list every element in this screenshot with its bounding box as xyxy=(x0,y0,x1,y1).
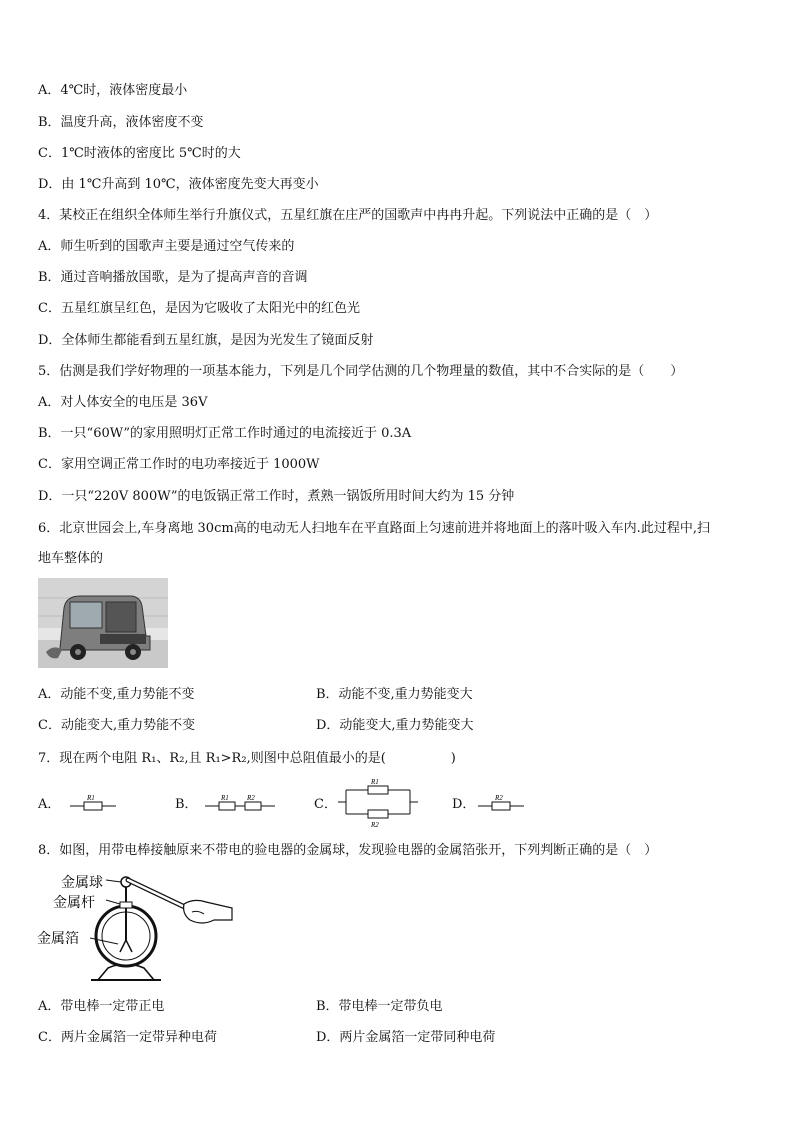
q6-stem-line2: 地车整体的 xyxy=(38,551,104,566)
q5-option-d: D．一只“220V 800W”的电饭锅正常工作时，煮熟一锅饭所用时间大约为 15 分钟 xyxy=(38,489,515,504)
q7-d-label-r2: R2 xyxy=(495,794,503,802)
q5-stem: 5．估测是我们学好物理的一项基本能力，下列是几个同学估测的几个物理量的数值，其中不合实际的是（ ） xyxy=(38,364,684,379)
q8-option-a: A．带电棒一定带正电 xyxy=(38,999,165,1014)
label-metal-rod: 金属杆 xyxy=(53,895,95,911)
q7-b-label-r1: R1 xyxy=(221,794,229,802)
q7-stem: 7．现在两个电阻 R₁、R₂,且 R₁>R₂,则图中总阻值最小的是( ) xyxy=(38,751,456,766)
q3-option-c: C．1℃时液体的密度比 5℃时的大 xyxy=(38,146,241,161)
q4-stem: 4．某校正在组织全体师生举行升旗仪式，五星红旗在庄严的国歌声中冉冉升起。下列说法中正确的是（ ） xyxy=(38,208,658,223)
sweeper-photo xyxy=(38,578,168,668)
q8-option-b: B．带电棒一定带负电 xyxy=(316,999,443,1014)
q4-option-b: B．通过音响播放国歌，是为了提高声音的音调 xyxy=(38,270,308,285)
q7-circuit-c xyxy=(338,776,418,830)
label-metal-ball: 金属球 xyxy=(61,875,103,891)
q7-c-label-r2: R2 xyxy=(371,821,379,829)
q6-option-b: B．动能不变,重力势能变大 xyxy=(316,687,473,702)
q5-option-a: A．对人体安全的电压是 36V xyxy=(38,395,208,410)
q7-option-b-letter: B． xyxy=(175,797,198,812)
q7-circuit-a xyxy=(70,792,116,814)
q7-a-label-r1: R1 xyxy=(87,794,95,802)
q4-option-d: D．全体师生都能看到五星红旗，是因为光发生了镜面反射 xyxy=(38,333,374,348)
label-metal-foil: 金属箔 xyxy=(37,931,79,947)
q3-option-a: A．4℃时，液体密度最小 xyxy=(38,83,188,98)
q7-option-c-letter: C． xyxy=(314,797,337,812)
electroscope-figure xyxy=(36,868,236,986)
q3-option-d: D．由 1℃升高到 10℃，液体密度先变大再变小 xyxy=(38,177,319,192)
q8-option-d: D．两片金属箔一定带同种电荷 xyxy=(316,1030,496,1045)
q7-option-d-letter: D． xyxy=(452,797,476,812)
q8-stem: 8．如图，用带电棒接触原来不带电的验电器的金属球，发现验电器的金属箔张开，下列判断正确的是（ ） xyxy=(38,843,658,858)
q6-option-a: A．动能不变,重力势能不变 xyxy=(38,687,195,702)
q3-option-b: B．温度升高，液体密度不变 xyxy=(38,115,204,130)
q8-option-c: C．两片金属箔一定带异种电荷 xyxy=(38,1030,217,1045)
q6-stem-line1: 6．北京世园会上,车身离地 30cm高的电动无人扫地车在平直路面上匀速前进并将地面上的落叶吸入车内.此过程中,扫 xyxy=(38,521,710,536)
q7-circuit-d xyxy=(478,792,524,814)
q6-option-d: D．动能变大,重力势能变大 xyxy=(316,718,474,733)
q7-b-label-r2: R2 xyxy=(247,794,255,802)
q7-c-label-r1: R1 xyxy=(371,778,379,786)
q4-option-a: A．师生听到的国歌声主要是通过空气传来的 xyxy=(38,239,295,254)
q6-option-c: C．动能变大,重力势能不变 xyxy=(38,718,196,733)
q5-option-b: B．一只“60W”的家用照明灯正常工作时通过的电流接近于 0.3A xyxy=(38,426,412,441)
q7-circuit-b xyxy=(205,792,275,814)
q5-option-c: C．家用空调正常工作时的电功率接近于 1000W xyxy=(38,457,320,472)
q4-option-c: C．五星红旗呈红色，是因为它吸收了太阳光中的红色光 xyxy=(38,301,360,316)
q7-option-a-letter: A． xyxy=(38,797,61,812)
